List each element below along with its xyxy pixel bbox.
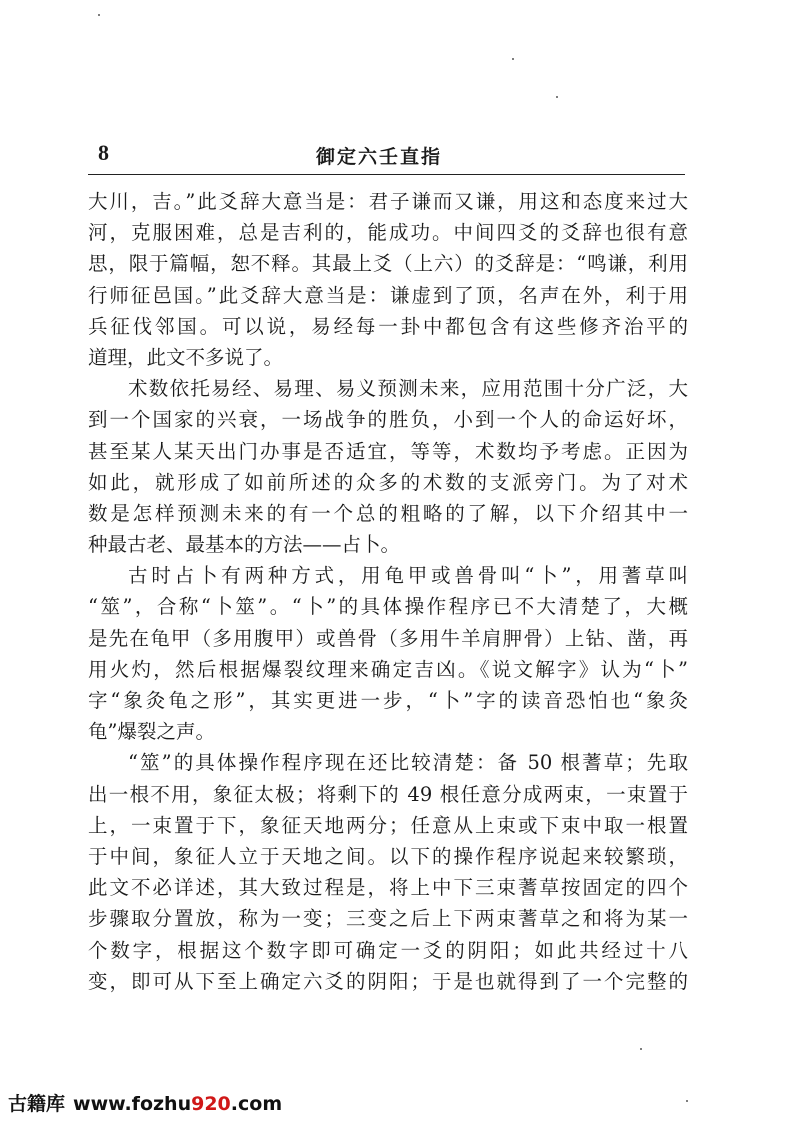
site-label: 古籍库 [8,1093,66,1115]
text-line: 如此，就形成了如前所述的众多的术数的支派旁门。为了对术 [88,470,688,494]
text-line: “筮”的具体操作程序现在还比较清楚：备 50 根蓍草；先取 [128,751,688,775]
text-line: 到一个国家的兴衰，一场战争的胜负，小到一个人的命运好坏， [88,408,688,432]
text-line: “筮”，合称“卜筮”。“卜”的具体操作程序已不大清楚了，大概 [88,595,688,619]
text-line: 大川，吉。”此爻辞大意当是：君子谦而又谦，用这和态度来过大 [88,190,688,213]
text-line: 步骤取分置放，称为一变；三变之后上下两束蓍草之和将为某一 [88,907,688,931]
text-line: 出一根不用，象征太极；将剩下的 49 根任意分成两束，一束置于 [88,782,688,806]
text-line: 种最古老、最基本的方法——占卜。 [88,533,401,557]
text-line: 兵征伐邻国。可以说，易经每一卦中都包含有这些修齐治平的 [88,314,688,338]
text-line: 河，克服困难，总是吉利的，能成功。中间四爻的爻辞也很有意 [88,221,688,245]
text-line: 用火灼，然后根据爆裂纹理来确定吉凶。《说文解字》认为“卜” [88,657,688,681]
text-line: 术数依托易经、易理、易义预测未来，应用范围十分广泛，大 [128,377,688,401]
book-title: 御定六壬直指 [316,146,443,168]
text-line: 字“象灸龟之形”，其实更进一步，“卜”字的读音恐怕也“象灸 [88,689,688,712]
text-line: 龟”爆裂之声。 [88,720,215,744]
text-line: 个数字，根据这个数字即可确定一爻的阴阳；如此共经过十八 [88,938,688,962]
page-number: 8 [98,140,109,165]
url-accent: 920 [191,1093,231,1115]
footer-watermark [8,1089,282,1116]
text-line: 上，一束置于下，象征天地两分；任意从上束或下束中取一根置 [88,813,688,837]
page-header [98,140,683,170]
text-line: 变，即可从下至上确定六爻的阴阳；于是也就得到了一个完整的 [88,969,688,993]
text-line: 此文不必详述，其大致过程是，将上中下三束蓍草按固定的四个 [88,876,688,900]
text-line: 数是怎样预测未来的有一个总的粗略的了解，以下介绍其中一 [88,501,688,525]
text-line: 是先在龟甲（多用腹甲）或兽骨（多用牛羊肩胛骨）上钻、凿，再 [88,626,688,650]
text-line: 古时占卜有两种方式，用龟甲或兽骨叫“卜”，用蓍草叫 [128,564,688,588]
text-line: 道理，此文不多说了。 [88,345,284,369]
text-line: 思，限于篇幅，恕不释。其最上爻（上六）的爻辞是：“鸣谦，利用 [88,252,688,276]
text-line: 甚至某人某天出门办事是否适宜，等等，术数均予考虑。正因为 [88,439,688,463]
body-text [88,186,688,997]
text-line: 行师征邑国。”此爻辞大意当是：谦虚到了顶，名声在外，利于用 [88,283,688,307]
header-rule [88,174,685,175]
url-suffix: .com [230,1093,283,1115]
text-line: 于中间，象征人立于天地之间。以下的操作程序说起来较繁琐， [88,844,688,868]
url-prefix: www.fozhu [73,1093,192,1115]
